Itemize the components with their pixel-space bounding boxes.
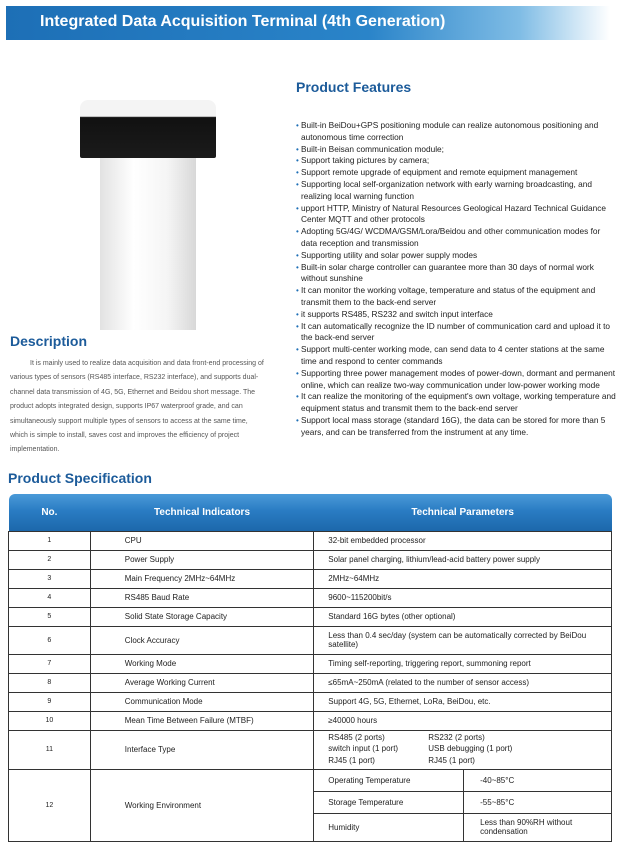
feature-item: • It can realize the monitoring of the equipment's own voltage, working temperature and equipment status and transmit them to the back-end server <box>296 391 618 415</box>
environment-label: Storage Temperature <box>314 791 464 813</box>
feature-item: • Supporting utility and solar power supply modes <box>296 250 618 262</box>
feature-item: • upport HTTP, Ministry of Natural Resources Geological Hazard Technical Guidance Center MQTT and other protocols <box>296 203 618 227</box>
row-number: 1 <box>9 531 91 550</box>
row-indicator: RS485 Baud Rate <box>90 588 314 607</box>
feature-item: • Support remote upgrade of equipment and remote equipment management <box>296 167 618 179</box>
row-number: 5 <box>9 607 91 626</box>
table-row <box>9 569 612 588</box>
description-heading: Description <box>10 333 88 349</box>
feature-item: • Support multi-center working mode, can send data to 4 center stations at the same time and respond to center commands <box>296 344 618 368</box>
row-value: 9600~115200bit/s <box>314 588 612 607</box>
product-image <box>78 100 218 330</box>
table-row <box>9 692 612 711</box>
row-number: 10 <box>9 711 91 730</box>
column-header-parameters: Technical Parameters <box>314 494 612 531</box>
feature-item: • It can monitor the working voltage, temperature and status of the equipment and transmit them to the back-end server <box>296 285 618 309</box>
page-title: Integrated Data Acquisition Terminal (4th Generation) <box>40 13 446 30</box>
row-number: 4 <box>9 588 91 607</box>
row-number: 3 <box>9 569 91 588</box>
features-heading: Product Features <box>296 79 412 95</box>
table-row <box>9 711 612 730</box>
row-indicator: Solid State Storage Capacity <box>90 607 314 626</box>
table-row <box>9 654 612 673</box>
row-value: 32-bit embedded processor <box>314 531 612 550</box>
table-header-row <box>9 494 612 531</box>
row-indicator: Communication Mode <box>90 692 314 711</box>
table-row <box>9 531 612 550</box>
table-row <box>9 673 612 692</box>
row-indicator: Clock Accuracy <box>90 626 314 654</box>
row-number: 9 <box>9 692 91 711</box>
environment-value: Less than 90%RH without condensation <box>464 813 612 841</box>
feature-item: • Built-in Beisan communication module; <box>296 144 618 156</box>
environment-value: -40~85°C <box>464 769 612 791</box>
feature-item: • It can automatically recognize the ID number of communication card and upload it to the back-end server <box>296 321 618 345</box>
row-number: 6 <box>9 626 91 654</box>
product-cap <box>80 100 216 158</box>
row-value: Timing self-reporting, triggering report, summoning report <box>314 654 612 673</box>
port-item: RS485 (2 ports) <box>328 732 385 742</box>
row-indicator: Interface Type <box>90 730 314 769</box>
feature-item: • it supports RS485, RS232 and switch input interface <box>296 309 618 321</box>
row-value: Support 4G, 5G, Ethernet, LoRa, BeiDou, etc. <box>314 692 612 711</box>
features-list <box>296 120 618 439</box>
port-item: RJ45 (1 port) <box>428 755 475 765</box>
environment-label: Operating Temperature <box>314 769 464 791</box>
row-value: ≤65mA~250mA (related to the number of sensor access) <box>314 673 612 692</box>
feature-item: • Supporting local self-organization network with early warning broadcasting, and realizing local warning function <box>296 179 618 203</box>
row-indicator: Main Frequency 2MHz~64MHz <box>90 569 314 588</box>
description-text: It is mainly used to realize data acquisition and data front-end processing of various types of sensors (RS485 interface, RS232 interface), and supports dual-channel data transmission of 4G, 5G, Ethernet and Beidou short message. The product adopts integrated design, supports IP67 waterproof grade, and can simultaneously support multiple types of sensors to access at the same time, which is simple to install, saves cost and improves the efficiency of project implementation. <box>10 360 264 454</box>
interface-ports <box>314 730 612 769</box>
row-indicator: Power Supply <box>90 550 314 569</box>
row-value: Standard 16G bytes (other optional) <box>314 607 612 626</box>
row-number: 7 <box>9 654 91 673</box>
environment-label: Humidity <box>314 813 464 841</box>
port-item: RJ45 (1 port) <box>328 755 375 765</box>
row-indicator: CPU <box>90 531 314 550</box>
row-value: 2MHz~64MHz <box>314 569 612 588</box>
specification-table <box>8 494 612 842</box>
environment-value: -55~85°C <box>464 791 612 813</box>
row-number: 11 <box>9 730 91 769</box>
feature-item: • Adopting 5G/4G/ WCDMA/GSM/Lora/Beidou and other communication modes for data reception and transmission <box>296 226 618 250</box>
row-number: 8 <box>9 673 91 692</box>
feature-item: • Built-in BeiDou+GPS positioning module can realize autonomous positioning and autonomous time correction <box>296 120 618 144</box>
feature-item: • Built-in solar charge controller can guarantee more than 30 days of normal work without sunshine <box>296 262 618 286</box>
table-row <box>9 607 612 626</box>
table-row <box>9 550 612 569</box>
ports-grid <box>328 733 605 767</box>
row-value: ≥40000 hours <box>314 711 612 730</box>
feature-item: • Support taking pictures by camera; <box>296 155 618 167</box>
row-indicator: Average Working Current <box>90 673 314 692</box>
table-row-interface <box>9 730 612 769</box>
table-row <box>9 626 612 654</box>
port-item: RS232 (2 ports) <box>428 732 485 742</box>
table-row-environment <box>9 769 612 791</box>
row-indicator: Working Mode <box>90 654 314 673</box>
table-row <box>9 588 612 607</box>
column-header-indicators: Technical Indicators <box>90 494 314 531</box>
row-number: 12 <box>9 769 91 841</box>
row-value: Solar panel charging, lithium/lead-acid battery power supply <box>314 550 612 569</box>
column-header-no: No. <box>9 494 91 531</box>
port-item: switch input (1 port) <box>328 744 399 754</box>
feature-item: • Support local mass storage (standard 16G), the data can be stored for more than 5 years, and can be transferred from the instrument at any time. <box>296 415 618 439</box>
feature-item: • Supporting three power management modes of power-down, dormant and permanent online, which can realize two-way communication under low-power working mode <box>296 368 618 392</box>
row-indicator: Working Environment <box>90 769 314 841</box>
row-value: Less than 0.4 sec/day (system can be automatically corrected by BeiDou satellite) <box>314 626 612 654</box>
row-indicator: Mean Time Between Failure (MTBF) <box>90 711 314 730</box>
row-number: 2 <box>9 550 91 569</box>
title-banner <box>6 6 610 40</box>
product-body <box>100 158 196 330</box>
specification-heading: Product Specification <box>8 470 152 486</box>
port-item: USB debugging (1 port) <box>428 744 513 754</box>
